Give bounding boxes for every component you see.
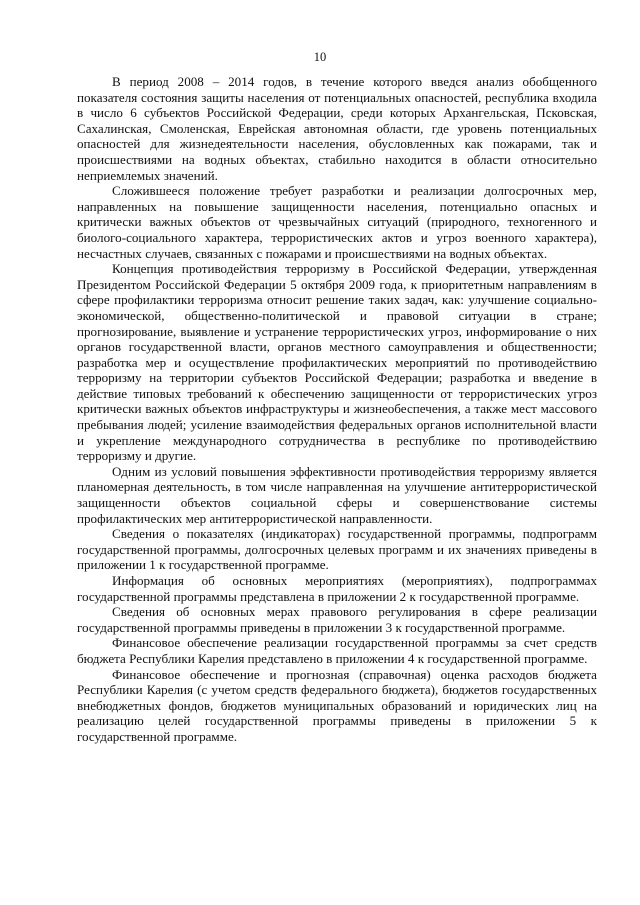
paragraph-efficiency-conditions: Одним из условий повышения эффективности противодействия терроризму является планомерная деятельность, в том числе направленная на улучшение антитеррористической защищенности объектов социальной сферы и совершенствование системы профилактических мер антитеррористической направленности. bbox=[77, 463, 597, 526]
paragraph-analysis-period: В период 2008 – 2014 годов, в течение которого введся анализ обобщенного показателя состояния защиты населения от потенциальных опасностей, республика входила в число 6 субъектов Российской Федерации, среди которых Архангельская, Псковская, Сахалинская, Смоленская, Еврейская автономная области, где уровень потенциальных опасностей для жизнедеятельности населения, обусловленных как пожарами, так и происшествиями на водных объектах, стабильно находится в области относительно неприемлемых значений. bbox=[77, 74, 597, 183]
paragraph-appendix-2: Информация об основных мероприятиях (мероприятиях), подпрограммах государственной программы представлена в приложении 2 к государственной программе. bbox=[77, 573, 597, 604]
paragraph-appendix-5: Финансовое обеспечение и прогнозная (справочная) оценка расходов бюджета Республики Карелия (с учетом средств федерального бюджета), бюджетов государственных внебюджетных фондов, бюджетов муниципальных образований и юридических лиц на реализацию целей государственной программы приведены в приложении 5 к государственной программе. bbox=[77, 666, 597, 744]
page-number: 10 bbox=[313, 50, 327, 64]
paragraph-appendix-3: Сведения об основных мерах правового регулирования в сфере реализации государственной программы приведены в приложении 3 к государственной программе. bbox=[77, 604, 597, 635]
paragraph-long-term-measures: Сложившееся положение требует разработки и реализации долгосрочных мер, направленных на повышение защищенности населения, потенциально опасных и критически важных объектов от чрезвычайных ситуаций (природного, техногенного и биолого-социального характера, террористических актов и угроз военного характера), несчастных случаев, связанных с пожарами и происшествиями на водных объектах. bbox=[77, 183, 597, 261]
paragraph-appendix-4: Финансовое обеспечение реализации государственной программы за счет средств бюджета Республики Карелия представлено в приложении 4 к государственной программе. bbox=[77, 635, 597, 666]
paragraph-counterterrorism-concept: Концепция противодействия терроризму в Российской Федерации, утвержденная Президентом Российской Федерации 5 октября 2009 года, к приоритетным направлениям в сфере профилактики терроризма относит решение таких задач, как: улучшение социально-экономической, общественно-политической и правовой ситуации в стране; прогнозирование, выявление и устранение террористических угроз, информирование о них органов государственной власти, органов местного самоуправления и общественности; разработка мер и осуществление профилактических мероприятий по противодействию терроризму на территории субъектов Российской Федерации; разработка и введение в действие типовых требований к обеспечению защищенности от террористических угроз критически важных объектов инфраструктуры и жизнеобеспечения, а также мест массового пребывания людей; усиление взаимодействия федеральных органов исполнительной власти и укрепление международного сотрудничества в республике по противодействию терроризму и другие. bbox=[77, 261, 597, 464]
paragraph-appendix-1: Сведения о показателях (индикаторах) государственной программы, подпрограмм государственной программы, долгосрочных целевых программ и их значениях приведены в приложении 1 к государственной программе. bbox=[77, 526, 597, 573]
body-text bbox=[77, 74, 597, 745]
